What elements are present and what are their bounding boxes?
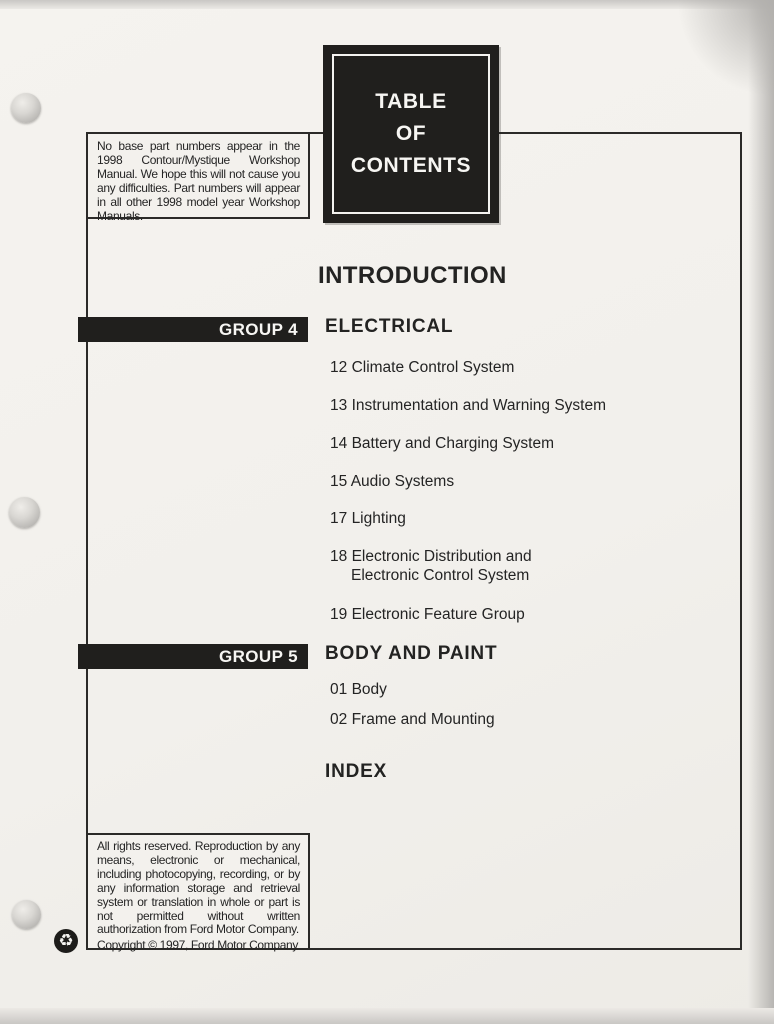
group4-label-bar bbox=[78, 317, 308, 342]
punch-hole-bottom bbox=[12, 900, 41, 929]
group4-label: GROUP 4 bbox=[218, 319, 298, 339]
item-number: 15 bbox=[330, 473, 348, 490]
content-border bbox=[86, 132, 742, 953]
index-heading: INDEX bbox=[325, 761, 388, 782]
punch-hole-top bbox=[11, 93, 41, 123]
item-number: 18 bbox=[330, 548, 348, 565]
toc-item-battery-charging bbox=[330, 435, 554, 454]
copyright-line: Copyright © 1997, Ford Motor Company bbox=[97, 938, 299, 953]
item-number: 19 bbox=[330, 606, 348, 623]
publisher-note-text: No base part numbers appear in the 1998 Contour/Mystique Workshop Manual. We hope this will not cause you any difficulties. Part numbers will appear in all other 1998 model year Workshop Manuals. bbox=[97, 139, 300, 223]
toc-item-frame-mounting bbox=[330, 711, 495, 730]
introduction-heading: INTRODUCTION bbox=[318, 262, 507, 289]
item-label: Audio Systems bbox=[350, 473, 455, 490]
group5-label-bar bbox=[78, 644, 308, 669]
table-of-contents-badge-frame bbox=[332, 54, 490, 214]
toc-item-electronic-distribution bbox=[330, 548, 575, 585]
item-number: 12 bbox=[330, 359, 348, 376]
scan-edge-top bbox=[0, 0, 774, 9]
recycle-icon: ♻ bbox=[54, 929, 78, 953]
item-label: Electronic Feature Group bbox=[351, 606, 525, 623]
item-label: Instrumentation and Warning System bbox=[351, 397, 606, 414]
scan-edge-right bbox=[748, 0, 774, 1024]
item-number: 13 bbox=[330, 397, 348, 414]
group5-title: BODY AND PAINT bbox=[325, 643, 498, 664]
badge-line-2: OF bbox=[395, 122, 427, 145]
copyright-box bbox=[86, 833, 310, 953]
page-corner-curl bbox=[674, 0, 774, 100]
toc-item-lighting bbox=[330, 510, 406, 529]
item-label: Battery and Charging System bbox=[351, 435, 555, 452]
item-label: Frame and Mounting bbox=[351, 711, 495, 728]
item-number: 14 bbox=[330, 435, 348, 452]
item-label: Lighting bbox=[351, 510, 406, 527]
badge-line-1: TABLE bbox=[375, 90, 447, 113]
toc-item-instrumentation bbox=[330, 397, 606, 416]
badge-line-3: CONTENTS bbox=[350, 154, 472, 177]
scan-edge-bottom bbox=[0, 1008, 774, 1024]
publisher-note-box bbox=[86, 132, 310, 223]
group5-label: GROUP 5 bbox=[218, 646, 298, 666]
toc-item-audio-systems bbox=[330, 473, 454, 492]
item-label: Electronic Distribution and Electronic Control System bbox=[351, 548, 532, 584]
item-label: Body bbox=[351, 681, 387, 698]
toc-item-body bbox=[330, 681, 387, 700]
table-of-contents-badge bbox=[323, 45, 499, 223]
punch-hole-middle bbox=[9, 497, 40, 528]
item-label: Climate Control System bbox=[351, 359, 515, 376]
toc-item-climate-control bbox=[330, 359, 514, 378]
group4-title: ELECTRICAL bbox=[325, 316, 454, 337]
legal-text: All rights reserved. Reproduction by any means, electronic or mechanical, including photocopying, recording, or by any information storage and retrieval system or translation in whole or part is not permitted without written authorization from Ford Motor Company. bbox=[97, 839, 300, 937]
toc-item-electronic-feature-group bbox=[330, 606, 525, 625]
item-number: 17 bbox=[330, 510, 348, 527]
item-number: 01 bbox=[330, 681, 348, 698]
item-number: 02 bbox=[330, 711, 348, 728]
